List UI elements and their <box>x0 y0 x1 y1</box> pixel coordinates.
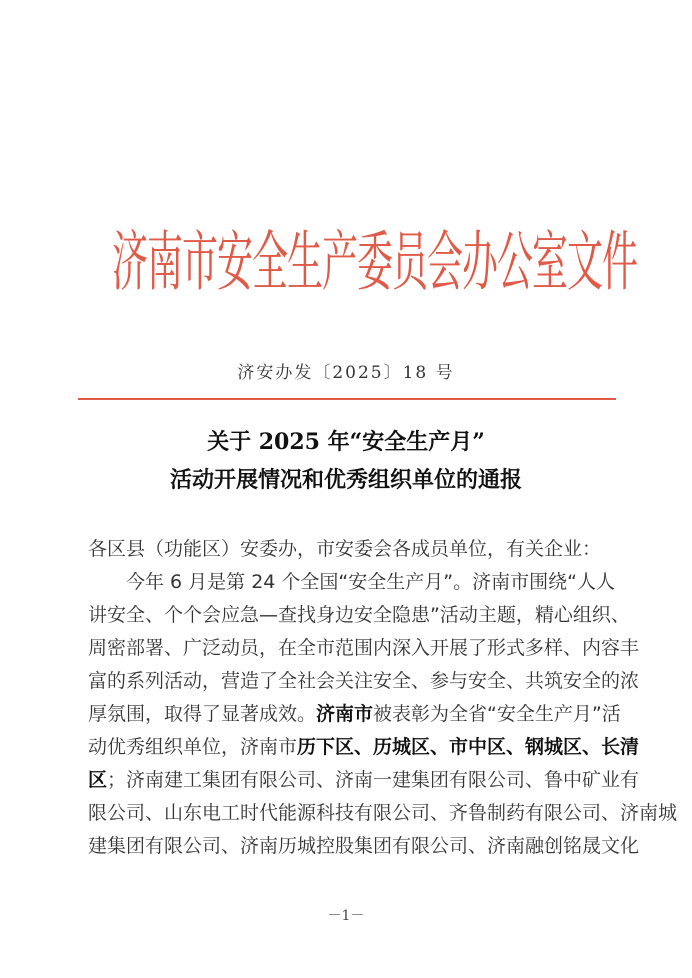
text-segment: 富的系列活动，营造了全社会关注安全、参与安全、共筑安全的浓 <box>88 670 640 692</box>
body-line <box>88 797 678 830</box>
document-title-line2: 活动开展情况和优秀组织单位的通报 <box>169 467 522 493</box>
bold-text: 历下区、历城区、市中区、钢城区、长清 <box>297 736 640 758</box>
text-segment: 被表彰为全省“安全生产月”活 <box>373 703 621 725</box>
bold-text: 济南市 <box>316 703 374 725</box>
text-segment: 建集团有限公司、济南历城控股集团有限公司、济南融创铭晟文化 <box>88 835 640 857</box>
document-body <box>88 533 678 863</box>
body-line <box>88 731 640 764</box>
body-line <box>88 566 615 599</box>
document-title-line1: 关于 2025 年“安全生产月” <box>207 429 485 455</box>
bold-text: 区 <box>88 769 108 791</box>
body-line <box>88 599 630 632</box>
issuer-header <box>112 212 638 301</box>
body-line <box>88 698 621 731</box>
text-segment: 限公司、山东电工时代能源科技有限公司、齐鲁制药有限公司、济南城 <box>88 802 678 824</box>
issuer-title: 济南市安全生产委员会办公室文件 <box>112 226 638 301</box>
body-line <box>88 632 640 665</box>
page-number: －1－ <box>327 908 365 924</box>
text-segment: 讲安全、个个会应急—查找身边安全隐患”活动主题，精心组织、 <box>88 604 630 626</box>
text-segment: 厚氛围，取得了显著成效。 <box>88 703 317 725</box>
red-divider <box>78 398 616 400</box>
text-segment: 周密部署、广泛动员，在全市范围内深入开展了形式多样、内容丰 <box>88 637 640 659</box>
text-segment: 各区县（功能区）安委办，市安委会各成员单位，有关企业： <box>88 538 602 560</box>
text-segment: ；济南建工集团有限公司、济南一建集团有限公司、鲁中矿业有 <box>107 769 640 791</box>
body-line <box>88 665 640 698</box>
text-segment: 今年 6 月是第 24 个全国“安全生产月”。济南市围绕“人人 <box>88 571 615 593</box>
body-line <box>88 830 640 863</box>
text-segment: 动优秀组织单位，济南市 <box>88 736 298 758</box>
document-number: 济安办发〔2025〕18 号 <box>237 363 455 383</box>
body-line <box>88 533 610 566</box>
body-line <box>88 764 640 797</box>
